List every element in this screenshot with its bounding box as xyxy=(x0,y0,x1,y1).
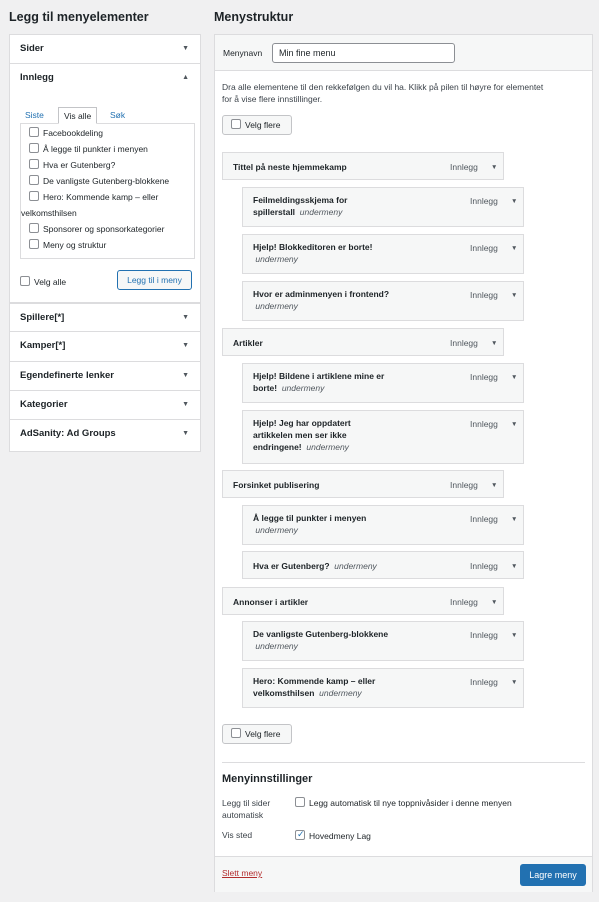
menu-item-type: Innlegg xyxy=(470,514,498,524)
menu-item[interactable] xyxy=(242,187,524,227)
accordion-innlegg[interactable] xyxy=(10,64,200,93)
select-all-checkbox[interactable] xyxy=(20,276,30,286)
tab-vis-alle[interactable]: Vis alle xyxy=(58,107,97,124)
menu-name-label: Menynavn xyxy=(223,48,263,58)
menu-item[interactable] xyxy=(242,281,524,321)
checkbox[interactable] xyxy=(29,159,39,169)
post-label: Meny og struktur xyxy=(43,239,107,250)
checkbox[interactable] xyxy=(29,143,39,153)
checkbox[interactable] xyxy=(29,175,39,185)
menu-name-input[interactable] xyxy=(272,43,455,63)
title-line: Hjelp! Bildene i artiklene mine er xyxy=(253,371,385,381)
menu-item-type: Innlegg xyxy=(470,290,498,300)
title-line: Å legge til punkter i menyen xyxy=(253,513,367,523)
submenu-label: undermeny xyxy=(306,442,349,452)
instructions-text xyxy=(222,81,587,105)
title-line: artikkelen men ser ikke xyxy=(253,430,347,440)
innlegg-panel xyxy=(10,94,200,303)
menu-item-title xyxy=(253,675,375,699)
expand-arrow-icon[interactable]: ▼ xyxy=(491,482,498,489)
menu-item[interactable] xyxy=(242,668,524,708)
accordion-egendefinerte-label: Egendefinerte lenker xyxy=(20,369,114,381)
submenu-label: undermeny xyxy=(255,525,298,535)
accordion-egendefinerte-lenker[interactable] xyxy=(10,362,200,391)
title-line: Hvor er adminmenyen i frontend? xyxy=(253,289,390,299)
menu-item[interactable] xyxy=(222,152,504,180)
title-line: velkomsthilsen xyxy=(253,688,315,698)
menu-item-title: Forsinket publisering xyxy=(233,480,320,490)
menu-item-title xyxy=(253,241,373,265)
menu-item-type: Innlegg xyxy=(450,162,478,172)
expand-arrow-icon[interactable]: ▼ xyxy=(511,632,518,639)
menu-name-bar xyxy=(215,35,592,71)
menu-footer xyxy=(215,856,592,892)
menu-item-type: Innlegg xyxy=(470,372,498,382)
menu-item-type: Innlegg xyxy=(450,597,478,607)
menu-item[interactable] xyxy=(242,621,524,661)
post-checkbox-row[interactable] xyxy=(29,127,103,139)
bulk-select-button-bottom[interactable] xyxy=(222,724,292,744)
posts-checklist xyxy=(20,123,195,259)
submenu-label: undermeny xyxy=(255,301,298,311)
delete-menu-link[interactable]: Slett meny xyxy=(222,868,263,878)
post-checkbox-row[interactable] xyxy=(29,239,106,251)
auto-add-checkbox[interactable] xyxy=(295,797,305,807)
accordion-kamper[interactable] xyxy=(10,332,200,361)
caret-up-icon: ▲ xyxy=(182,74,189,82)
title-line: Hjelp! Jeg har oppdatert xyxy=(253,418,351,428)
accordion-adsanity[interactable] xyxy=(10,420,200,449)
caret-down-icon: ▼ xyxy=(182,371,189,379)
auto-add-label-line: Legg til sider xyxy=(222,798,271,808)
menu-item-type: Innlegg xyxy=(470,196,498,206)
expand-arrow-icon[interactable]: ▼ xyxy=(511,563,518,570)
caret-down-icon: ▼ xyxy=(182,430,189,438)
title-line: Feilmeldingsskjema for xyxy=(253,195,348,205)
auto-add-option[interactable] xyxy=(295,797,512,809)
menu-item-title xyxy=(253,512,366,536)
menu-settings-heading: Menyinnstillinger xyxy=(222,773,313,785)
post-checkbox-row[interactable] xyxy=(29,223,164,235)
menu-structure-panel xyxy=(214,34,593,892)
title-line: Hero: Kommende kamp – eller xyxy=(253,676,376,686)
menu-item[interactable] xyxy=(242,410,524,464)
post-label: De vanligste Gutenberg-blokkene xyxy=(43,175,170,186)
select-all-row[interactable] xyxy=(20,276,66,288)
expand-arrow-icon[interactable]: ▼ xyxy=(491,340,498,347)
bulk-select-label: Velg flere xyxy=(245,729,281,739)
expand-arrow-icon[interactable]: ▼ xyxy=(511,245,518,252)
caret-down-icon: ▼ xyxy=(182,342,189,350)
menu-item-title xyxy=(253,370,384,394)
title-line: Hjelp! Blokkeditoren er borte! xyxy=(253,242,373,252)
accordion-spillere[interactable] xyxy=(10,303,200,332)
checkbox[interactable] xyxy=(29,191,39,201)
post-checkbox-row[interactable] xyxy=(29,143,148,155)
expand-arrow-icon[interactable]: ▼ xyxy=(511,198,518,205)
menu-item[interactable] xyxy=(242,551,524,579)
menu-item[interactable] xyxy=(242,363,524,403)
menu-item[interactable] xyxy=(222,470,504,498)
expand-arrow-icon[interactable]: ▼ xyxy=(511,421,518,428)
post-checkbox-row[interactable] xyxy=(29,191,158,203)
expand-arrow-icon[interactable]: ▼ xyxy=(511,374,518,381)
title-line: spillerstall xyxy=(253,207,296,217)
menu-item-title: Annonser i artikler xyxy=(233,597,309,607)
menu-item-title: Artikler xyxy=(233,338,263,348)
menu-item-title xyxy=(253,194,347,218)
menu-item-type: Innlegg xyxy=(450,480,478,490)
add-menu-items-panel xyxy=(9,34,201,452)
location-text: Hovedmeny Lag xyxy=(309,831,371,841)
menu-item-title xyxy=(253,560,377,572)
save-menu-button[interactable]: Lagre meny xyxy=(520,864,586,886)
title-line: borte! xyxy=(253,383,278,393)
post-label: Å legge til punkter i menyen xyxy=(43,143,148,154)
expand-arrow-icon[interactable]: ▼ xyxy=(511,679,518,686)
innlegg-tabs xyxy=(20,107,201,124)
accordion-sider-label: Sider xyxy=(20,43,44,54)
submenu-label: undermeny xyxy=(255,254,298,264)
menu-item-type: Innlegg xyxy=(470,243,498,253)
title-line: Hva er Gutenberg? xyxy=(253,561,330,571)
submenu-label: undermeny xyxy=(281,383,325,393)
post-label: Hva er Gutenberg? xyxy=(43,159,116,170)
menu-item-type: Innlegg xyxy=(470,561,498,571)
menu-item-title xyxy=(253,628,388,652)
menu-structure-heading: Menystruktur xyxy=(214,10,294,24)
auto-add-label-line: automatisk xyxy=(222,810,264,820)
accordion-spillere-label: Spillere[*] xyxy=(20,311,65,323)
post-checkbox-row[interactable] xyxy=(29,159,115,171)
location-checkbox-checked[interactable] xyxy=(295,830,305,840)
submenu-label: undermeny xyxy=(255,641,298,651)
select-all-label: Velg alle xyxy=(34,276,67,287)
submenu-label: undermeny xyxy=(334,561,377,571)
post-checkbox-row[interactable] xyxy=(29,175,169,187)
checkmark-icon: ✓ xyxy=(297,829,305,839)
add-to-menu-button[interactable]: Legg til i meny xyxy=(117,270,192,290)
accordion-kamper-label: Kamper[*] xyxy=(20,340,66,352)
tab-sok[interactable]: Søk xyxy=(110,109,126,120)
menu-item[interactable] xyxy=(222,328,504,356)
checkbox[interactable] xyxy=(29,239,39,249)
submenu-label: undermeny xyxy=(299,207,343,217)
menu-item-type: Innlegg xyxy=(470,677,498,687)
menu-item-type: Innlegg xyxy=(470,630,498,640)
post-label: Hero: Kommende kamp – eller xyxy=(43,191,159,202)
menu-item-type: Innlegg xyxy=(450,338,478,348)
bulk-select-checkbox[interactable] xyxy=(231,728,241,738)
expand-arrow-icon[interactable]: ▼ xyxy=(491,164,498,171)
title-line: De vanligste Gutenberg-blokkene xyxy=(253,629,389,639)
checkbox[interactable] xyxy=(29,127,39,137)
expand-arrow-icon[interactable]: ▼ xyxy=(491,599,498,606)
settings-divider xyxy=(222,762,585,763)
caret-down-icon: ▼ xyxy=(182,45,189,52)
tab-siste[interactable]: Siste xyxy=(25,109,44,120)
menu-item-title xyxy=(253,417,351,453)
submenu-label: undermeny xyxy=(319,688,362,698)
post-label: Facebookdeling xyxy=(43,127,104,138)
expand-arrow-icon[interactable]: ▼ xyxy=(511,516,518,523)
bulk-select-label: Velg flere xyxy=(245,120,281,130)
bulk-select-checkbox[interactable] xyxy=(231,119,241,129)
location-option[interactable] xyxy=(295,830,371,842)
title-line: endringene! xyxy=(253,442,302,452)
instructions-line: Dra alle elementene til den rekkefølgen du vil ha. Klikk på pilen til høyre for elementet xyxy=(222,82,544,92)
accordion-kategorier[interactable] xyxy=(10,391,200,420)
bulk-select-button[interactable] xyxy=(222,115,292,135)
menu-item-type: Innlegg xyxy=(470,419,498,429)
add-items-heading: Legg til menyelementer xyxy=(9,10,149,24)
menu-item[interactable] xyxy=(242,505,524,545)
menu-item[interactable] xyxy=(242,234,524,274)
menu-item-title xyxy=(253,288,389,312)
menu-item-title: Tittel på neste hjemmekamp xyxy=(233,162,347,172)
post-label: Sponsorer og sponsorkategorier xyxy=(43,223,165,234)
accordion-adsanity-label: AdSanity: Ad Groups xyxy=(20,428,116,440)
expand-arrow-icon[interactable]: ▼ xyxy=(511,292,518,299)
post-label-wrap: velkomsthilsen xyxy=(21,207,77,218)
auto-add-text: Legg automatisk til nye toppnivåsider i denne menyen xyxy=(309,798,512,808)
accordion-innlegg-label: Innlegg xyxy=(20,72,54,84)
checkbox[interactable] xyxy=(29,223,39,233)
accordion-kategorier-label: Kategorier xyxy=(20,398,68,410)
instructions-line: for å vise flere innstillinger. xyxy=(222,94,323,104)
display-location-label: Vis sted xyxy=(222,830,253,840)
auto-add-label xyxy=(222,797,270,821)
caret-down-icon: ▼ xyxy=(182,400,189,408)
caret-down-icon: ▼ xyxy=(182,313,189,321)
menu-item[interactable] xyxy=(222,587,504,615)
accordion-sider[interactable] xyxy=(10,35,200,64)
